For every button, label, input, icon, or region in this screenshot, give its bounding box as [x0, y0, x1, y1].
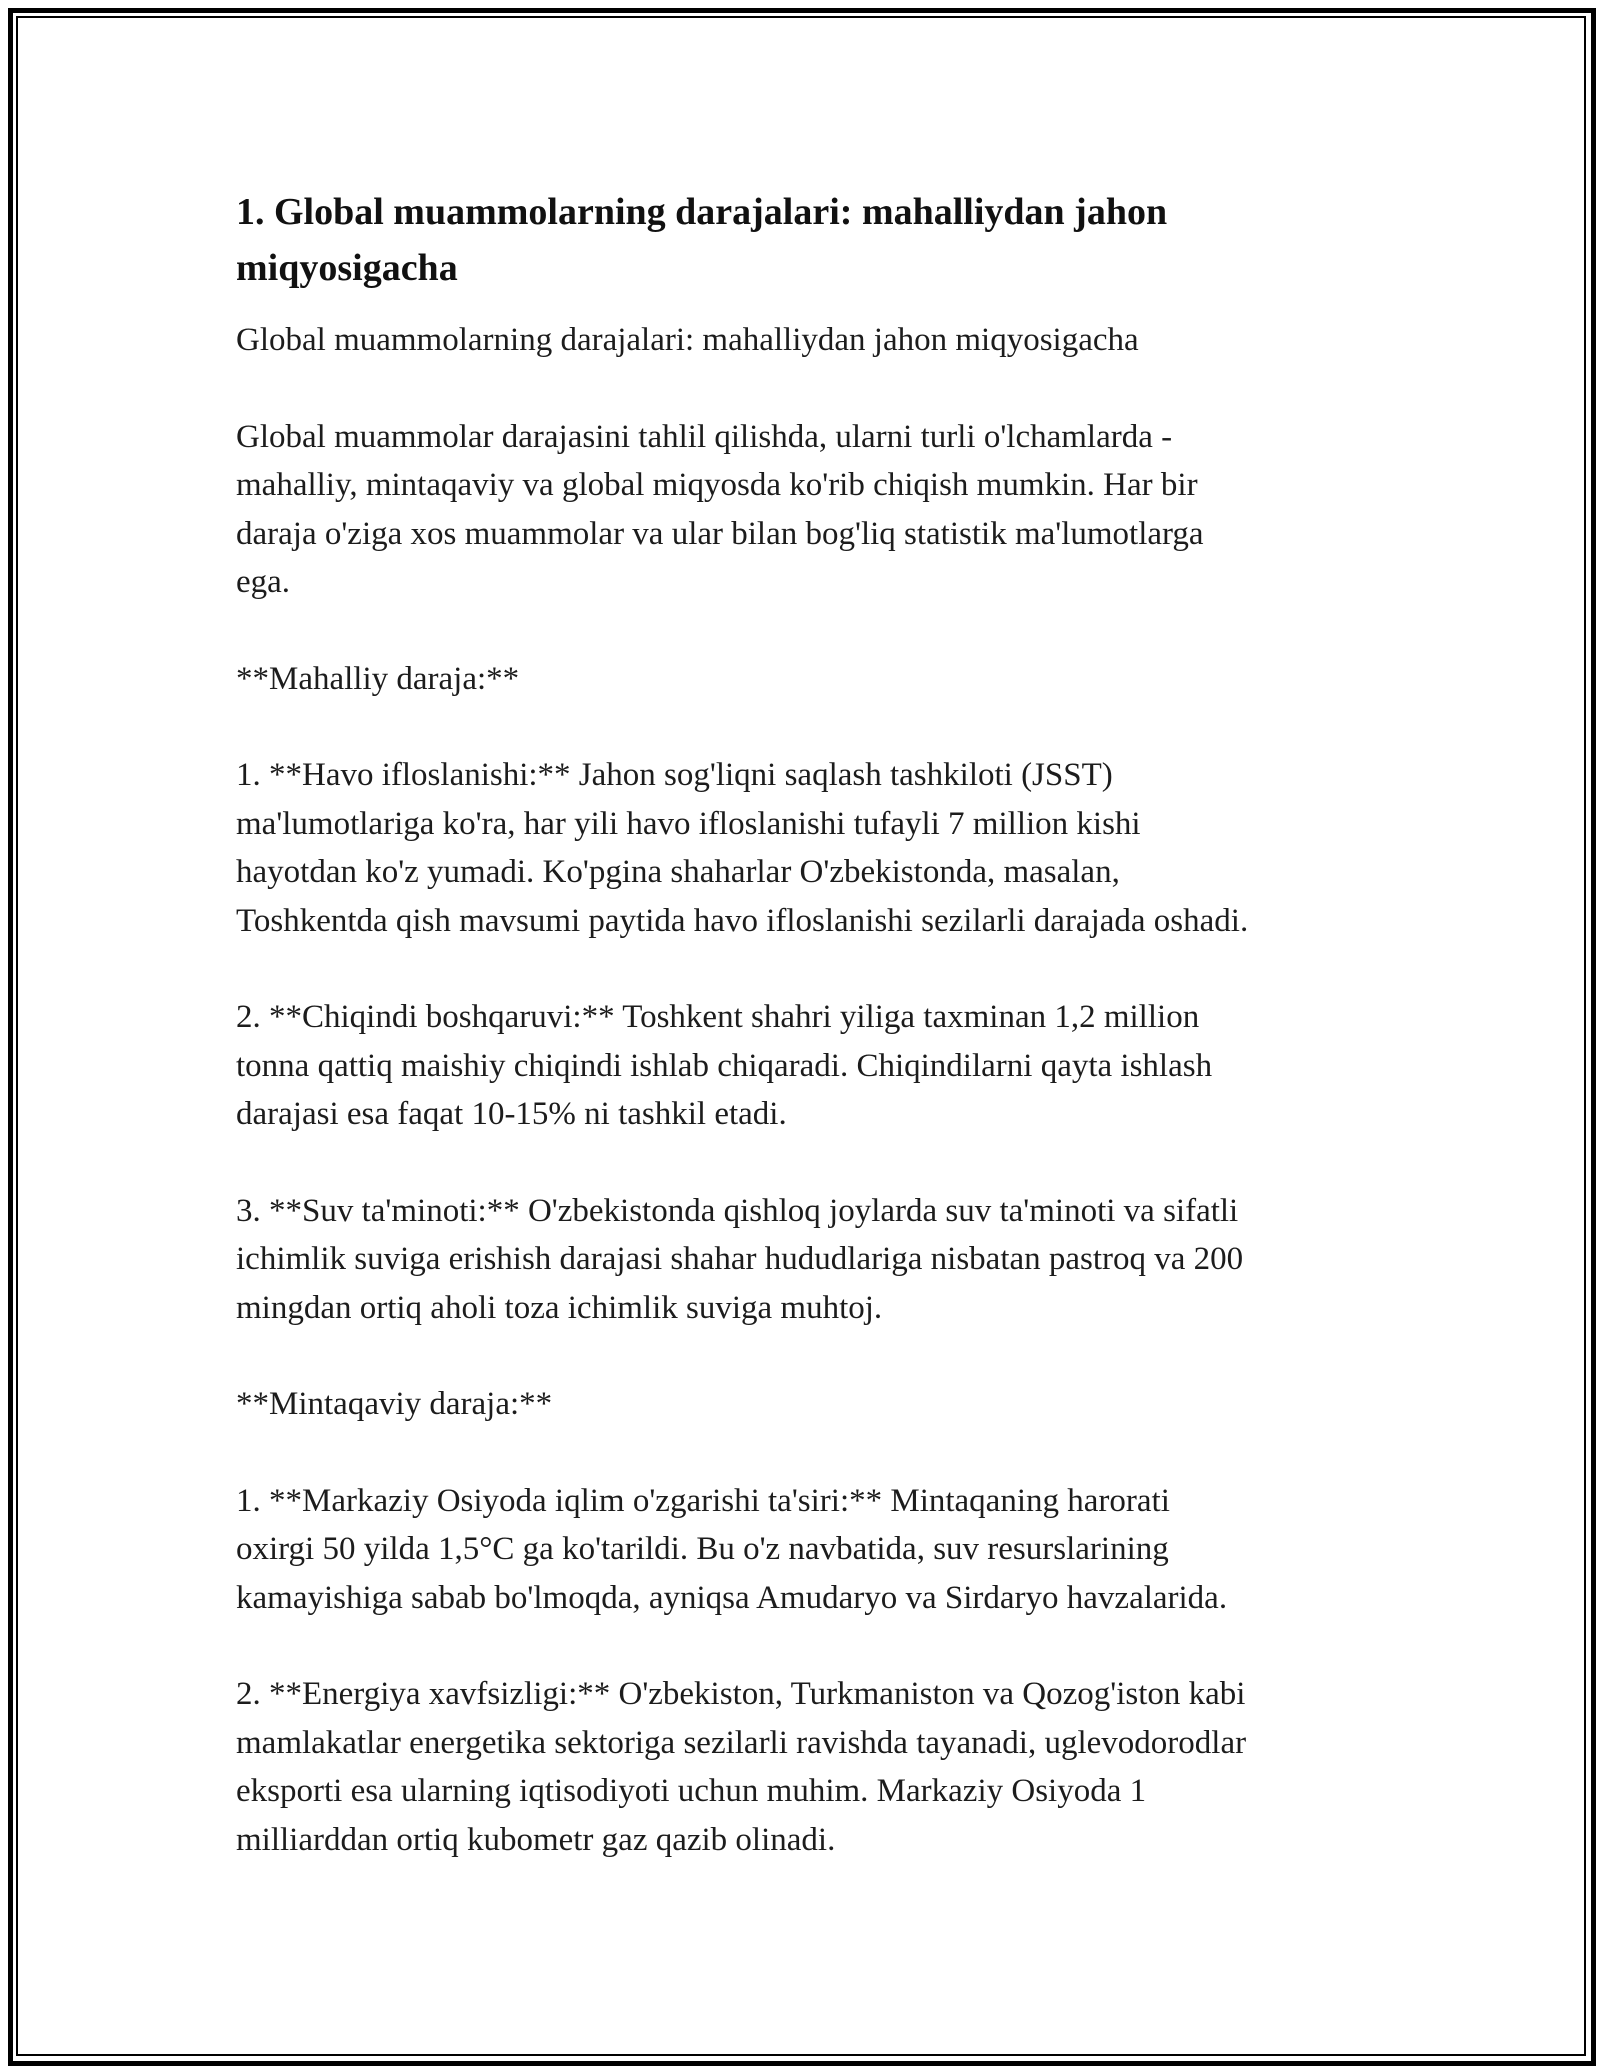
regional-item-energy-security: 2. **Energiya xavfsizligi:** O'zbekiston, Turkmaniston va Qozog'iston kabi mamlakatlar energetika sektoriga sezilarli ravishda tayanadi, uglevodorodlar eksporti esa ularning iqtisodiyoti uchun muhim. Markaziy Osiyoda 1 milliarddan ortiq kubometr gaz qazib olinadi.: [236, 1676, 1247, 1858]
document-title: 1. Global muammolarning darajalari: mahalliydan jahon miqyosigacha: [236, 191, 1168, 289]
regional-item-climate-change: 1. **Markaziy Osiyoda iqlim o'zgarishi ta'siri:** Mintaqaning harorati oxirgi 50 yilda 1,5°C ga ko'tarildi. Bu o'z navbatida, suv resurslarining kamayishiga sabab bo'lmoqda, ayniqsa Amudaryo va Sirdaryo havzalarida.: [236, 1482, 1228, 1616]
subtitle-paragraph: Global muammolarning darajalari: mahalliydan jahon miqyosigacha: [236, 322, 1139, 358]
local-item-water-supply: 3. **Suv ta'minoti:** O'zbekistonda qishloq joylarda suv ta'minoti va sifatli ichimlik suviga erishish darajasi shahar hududlariga nisbatan pastroq va 200 mingdan ortiq aholi toza ichimlik suviga muhtoj.: [236, 1192, 1244, 1326]
section-heading-local: **Mahalliy daraja:**: [236, 660, 520, 697]
local-item-air-pollution: 1. **Havo ifloslanishi:** Jahon sog'liqni saqlash tashkiloti (JSST) ma'lumotlariga ko'ra, har yili havo ifloslanishi tufayli 7 million kishi hayotdan ko'z yumadi. Ko'pgina shaharlar O'zbekistonda, masalan, Toshkentda qish mavsumi paytida havo ifloslanishi sezilarli darajada oshadi.: [236, 757, 1249, 939]
document-body: [236, 184, 1376, 1864]
section-heading-regional: **Mintaqaviy daraja:**: [236, 1386, 553, 1422]
local-item-waste-management: 2. **Chiqindi boshqaruvi:** Toshkent shahri yiliga taxminan 1,2 million tonna qattiq maishiy chiqindi ishlab chiqaradi. Chiqindilarni qayta ishlash darajasi esa faqat 10-15% ni tashkil etadi.: [236, 999, 1213, 1132]
intro-paragraph: Global muammolar darajasini tahlil qilishda, ularni turli o'lchamlarda - mahalliy, mintaqaviy va global miqyosda ko'rib chiqish mumkin. Har bir daraja o'ziga xos muammolar va ular bilan bog'liq statistik ma'lumotlarga ega.: [236, 418, 1204, 600]
